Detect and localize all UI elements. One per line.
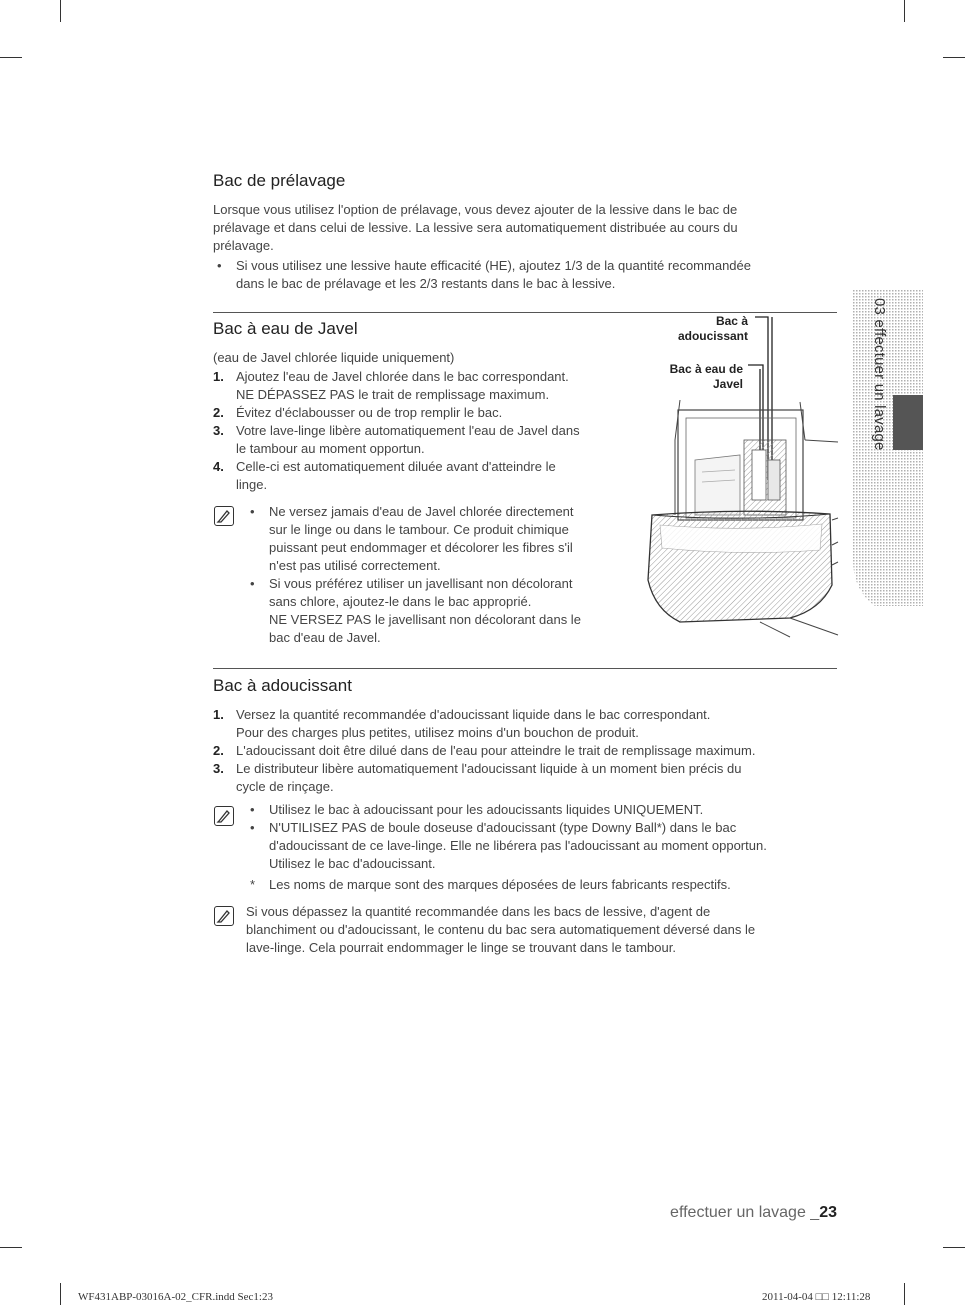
crop-mark [904,0,905,22]
text-line: lave-linge. Cela pourrait endommager le linge se trouvant dans le tambour. [246,940,676,955]
text-line: Si vous dépassez la quantité recommandée dans les bacs de lessive, d'agent de [246,904,711,919]
text-line: Utilisez le bac à adoucissant pour les adoucissants liquides UNIQUEMENT. [269,802,704,817]
text-line: NE VERSEZ PAS le javellisant non décolorant dans le [269,612,581,627]
crop-mark [904,1283,905,1305]
note-icon [214,906,234,926]
text-line: Évitez d'éclabousser ou de trop remplir le bac. [236,405,503,420]
list-item [213,760,833,796]
text-line: n'est pas utilisé correctement. [269,558,441,573]
dispenser-drawer-illustration [640,310,840,645]
step-number: 1. [213,369,224,384]
text-line: prélavage. [213,238,274,253]
overflow-warning [246,903,846,957]
page-number: 23 [819,1204,837,1221]
note-item [246,876,846,894]
text-line: N'UTILISEZ PAS de boule doseuse d'adoucissant (type Downy Ball*) dans le bac [269,820,737,835]
prewash-bullet [213,257,833,293]
text-line: bac d'eau de Javel. [269,630,381,645]
softener-notes [246,801,846,894]
note-item [246,575,626,647]
text-line: Utilisez le bac d'adoucissant. [269,856,436,871]
bullet-mark: • [250,802,255,817]
prewash-intro [213,201,833,255]
bleach-title: Bac à eau de Javel [213,319,358,338]
note-item [246,819,846,873]
text-line: sur le linge ou dans le tambour. Ce produit chimique [269,522,569,537]
text-line: Ajoutez l'eau de Javel chlorée dans le bac correspondant. [236,369,569,384]
text-line: Bac à [715,314,748,328]
step-number: 2. [213,743,224,758]
crop-mark [0,57,22,58]
text-line: sans chlore, ajoutez-le dans le bac approprié. [269,594,532,609]
text-line: Le distributeur libère automatiquement l'adoucissant liquide à un moment bien précis du [236,761,742,776]
step-number: 2. [213,405,224,420]
crop-mark [60,1283,61,1305]
step-number: 3. [213,423,224,438]
softener-title: Bac à adoucissant [213,676,352,695]
step-number: 3. [213,761,224,776]
bullet-mark: • [250,576,255,591]
section-divider [213,668,837,669]
bullet-mark: * [250,877,256,892]
list-item [213,404,633,422]
softener-steps [213,706,833,796]
chapter-side-tab [853,290,923,606]
bleach-steps [213,368,633,494]
text-line: Ne versez jamais d'eau de Javel chlorée directement [269,504,574,519]
text-line: dans le bac de prélavage et les 2/3 restants dans le bac à lessive. [236,276,616,291]
crop-mark [943,57,965,58]
footer-text: effectuer un lavage _ [670,1204,820,1221]
text-line: Bac à eau de [669,362,743,376]
text-line: Votre lave-linge libère automatiquement l'eau de Javel dans [236,423,580,438]
step-number: 1. [213,707,224,722]
bullet-mark: • [217,258,222,273]
list-item [213,422,633,458]
bullet-item [213,257,833,293]
note-item [246,503,626,575]
bleach-subtitle: (eau de Javel chlorée liquide uniquement) [213,350,455,365]
imprint-left: WF431ABP-03016A-02_CFR.indd Sec1:23 [78,1291,273,1303]
list-item [213,458,633,494]
text-line: Celle-ci est automatiquement diluée avant d'atteindre le [236,459,556,474]
text-line: adoucissant [677,329,748,343]
bullet-mark: • [250,504,255,519]
imprint-right: 2011-04-04 □□ 12:11:28 [762,1291,871,1303]
text-line: puissant peut endommager et décolorer les fibres s'il [269,540,573,555]
list-item [213,368,633,404]
note-icon [214,806,234,826]
text-line: blanchiment ou d'adoucissant, le contenu du bac sera automatiquement déversé dans le [246,922,756,937]
bleach-notes [246,503,626,647]
crop-mark [60,0,61,22]
text-line: prélavage et dans celui de lessive. La lessive sera automatiquement distribuée au cours du [213,220,738,235]
text-line: Si vous utilisez une lessive haute efficacité (HE), ajoutez 1/3 de la quantité recommandée [236,258,751,273]
list-item [213,742,833,760]
crop-mark [943,1247,965,1248]
step-number: 4. [213,459,224,474]
text-line: NE DÉPASSEZ PAS le trait de remplissage maximum. [236,387,550,402]
note-icon [214,506,234,526]
page-footer [670,1204,837,1222]
list-item [213,706,833,742]
text-line: le tambour au moment opportun. [236,441,425,456]
crop-mark [0,1247,22,1248]
text-line: L'adoucissant doit être dilué dans de l'eau pour atteindre le trait de remplissage maximum. [236,743,756,758]
text-line: cycle de rinçage. [236,779,334,794]
bullet-mark: • [250,820,255,835]
text-line: Les noms de marque sont des marques déposées de leurs fabricants respectifs. [269,877,731,892]
prewash-title: Bac de prélavage [213,171,346,190]
text-line: Javel [712,377,743,391]
text-line: Pour des charges plus petites, utilisez moins d'un bouchon de produit. [236,725,639,740]
text-line: Si vous préférez utiliser un javellisant non décolorant [269,576,573,591]
text-line: linge. [236,477,268,492]
note-item [246,801,846,819]
text-line: d'adoucissant de ce lave-linge. Elle ne libérera pas l'adoucissant au moment opportun. [269,838,767,853]
text-line: Lorsque vous utilisez l'option de prélavage, vous devez ajouter de la lessive dans le bac de [213,202,738,217]
text-line: Versez la quantité recommandée d'adoucissant liquide dans le bac correspondant. [236,707,711,722]
chapter-tab-label: 03 effectuer un lavage [871,298,888,451]
